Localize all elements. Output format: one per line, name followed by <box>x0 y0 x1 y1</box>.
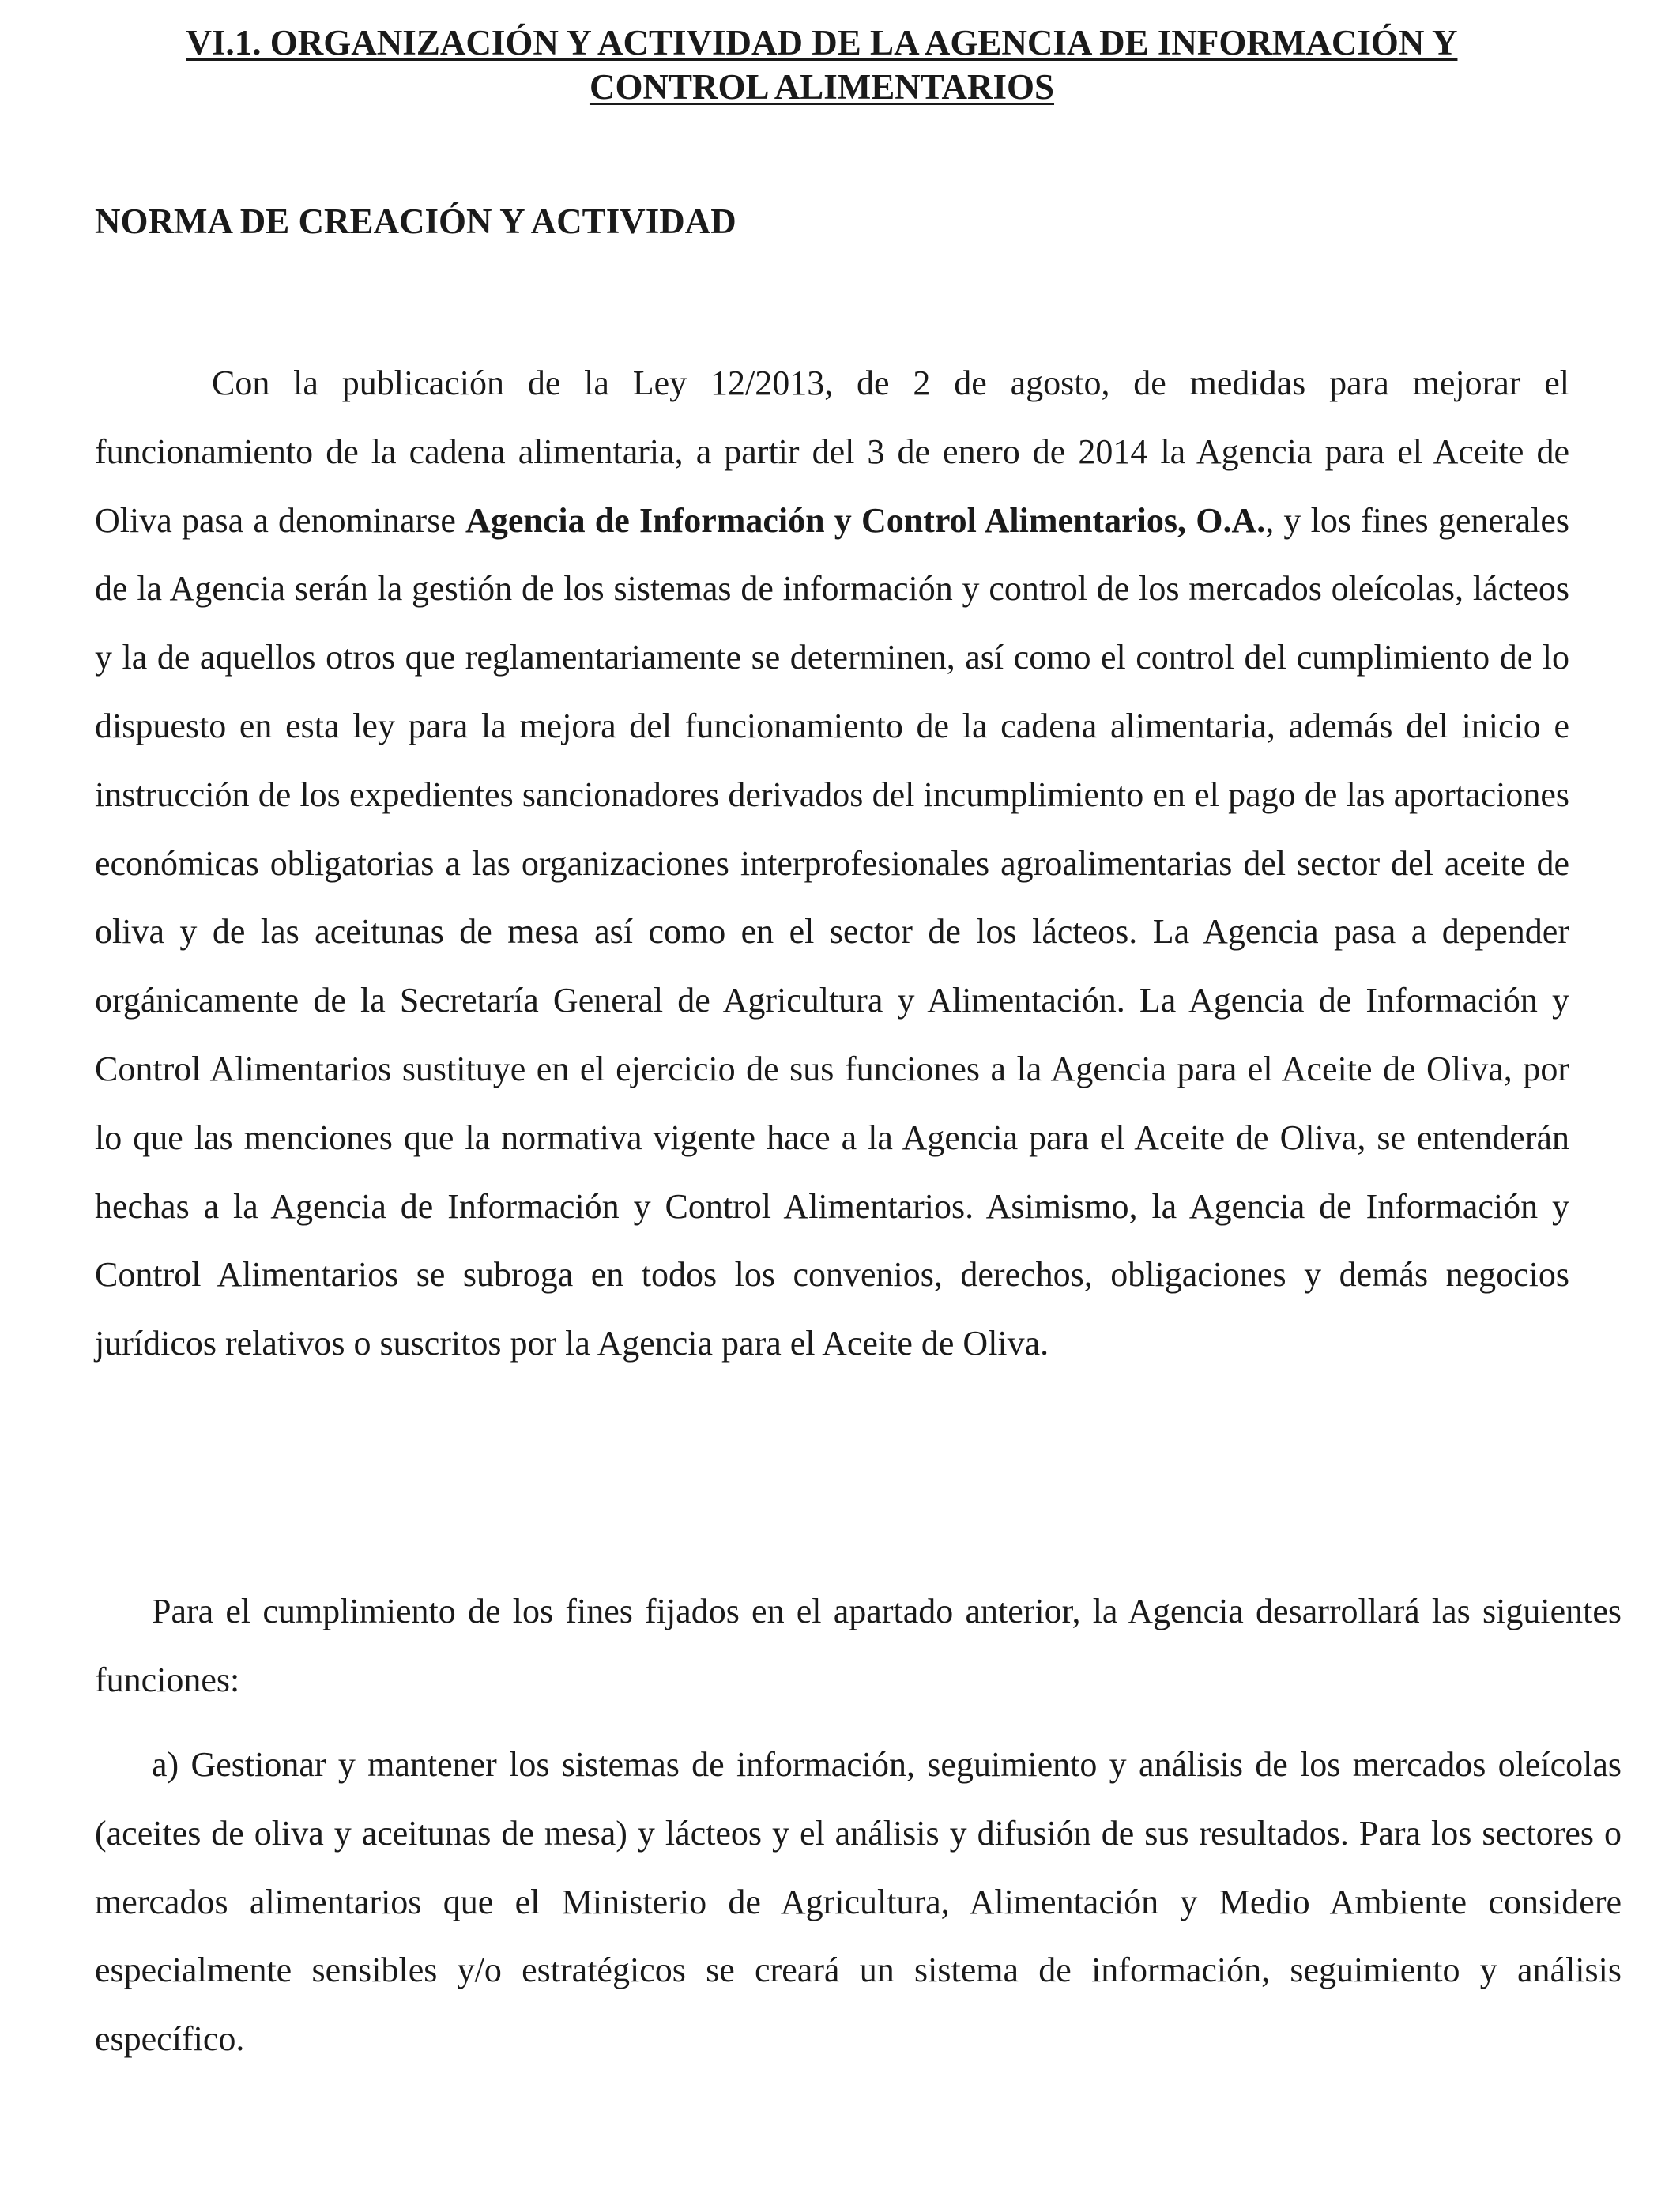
paragraph-3-function-a: a) Gestionar y mantener los sistemas de información, seguimiento y análisis de los mercados oleícolas (aceites de oliva y aceitunas de mesa) y lácteos y el análisis y difusión de sus resultados. Para los sectores o mercados alimentarios que el Ministerio de Agricultura, Alimentación y Medio Ambiente considere especialmente sensibles y/o estratégicos se creará un sistema de información, seguimiento y análisis específico. <box>95 1745 1622 2059</box>
document-title <box>95 21 1549 109</box>
paragraph-1-bold-agency-name: Agencia de Información y Control Alimentarios, O.A. <box>465 500 1266 540</box>
section-heading: NORMA DE CREACIÓN Y ACTIVIDAD <box>95 202 736 241</box>
paragraph-2: Para el cumplimiento de los fines fijados en el apartado anterior, la Agencia desarrollará las siguientes funciones: <box>95 1592 1622 1699</box>
paragraph-1-text-start: Con la publicación de la Ley 12/2013, de 2 de agosto, de medidas para mejorar el funcionamiento de la cadena alimentaria, a partir del 3 de enero de 2014 la Agencia para el Aceite de Oliva pasa a denominarse <box>95 364 1569 540</box>
title-line-2: CONTROL ALIMENTARIOS <box>589 67 1055 107</box>
paragraph-1 <box>95 349 1569 1378</box>
title-line-1: VI.1. ORGANIZACIÓN Y ACTIVIDAD DE LA AGENCIA DE INFORMACIÓN Y <box>186 23 1458 62</box>
paragraph-1-text-end: , y los fines generales de la Agencia serán la gestión de los sistemas de información y control de los mercados oleícolas, lácteos y la de aquellos otros que reglamentariamente se determinen, así como el control del cumplimiento de lo dispuesto en esta ley para la mejora del funcionamiento de la cadena alimentaria, además del inicio e instrucción de los expedientes sancionadores derivados del incumplimiento en el pago de las aportaciones económicas obligatorias a las organizaciones interprofesionales agroalimentarias del sector del aceite de oliva y de las aceitunas de mesa así como en el sector de los lácteos. La Agencia pasa a depender orgánicamente de la Secretaría General de Agricultura y Alimentación. La Agencia de Información y Control Alimentarios sustituye en el ejercicio de sus funciones a la Agencia para el Aceite de Oliva, por lo que las menciones que la normativa vigente hace a la Agencia para el Aceite de Oliva, se entenderán hechas a la Agencia de Información y Control Alimentarios. Asimismo, la Agencia de Información y Control Alimentarios se subroga en todos los convenios, derechos, obligaciones y demás negocios jurídicos relativos o suscritos por la Agencia para el Aceite de Oliva. <box>95 500 1569 1363</box>
